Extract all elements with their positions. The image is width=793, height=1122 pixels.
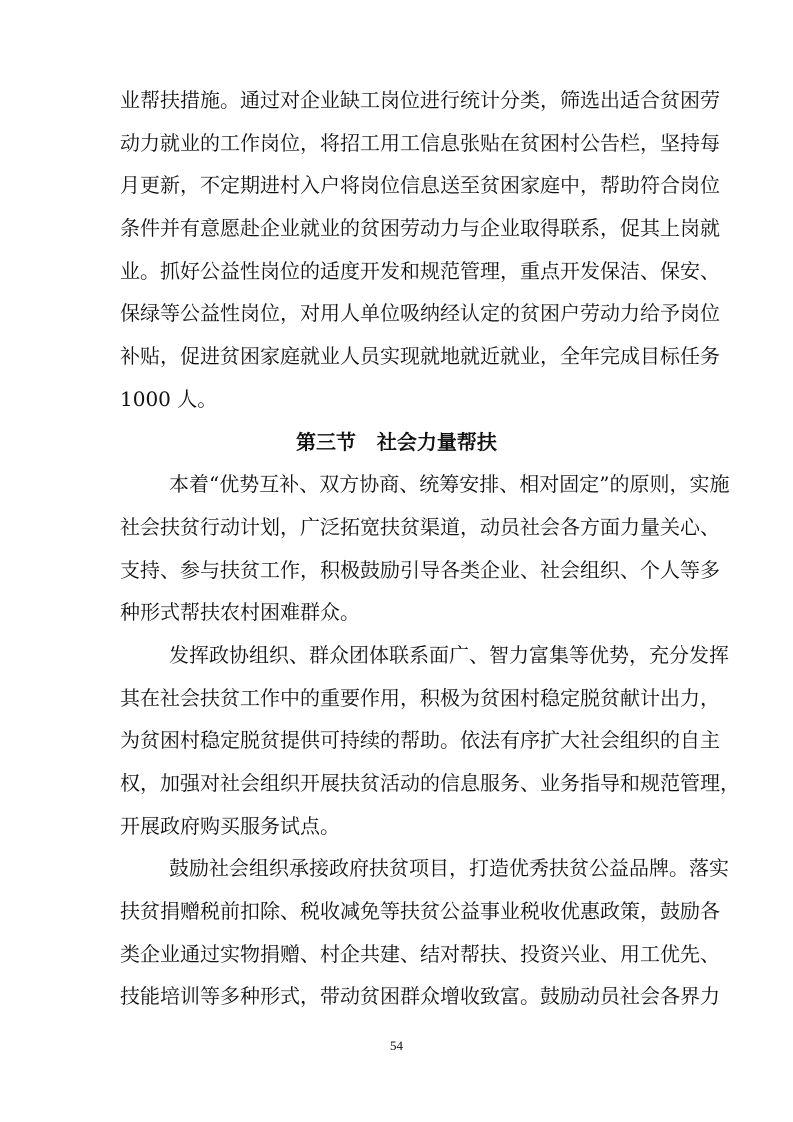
text-line: 鼓励社会组织承接政府扶贫项目，打造优秀扶贫公益品牌。落实 [169,856,729,881]
page-number: 54 [390,1038,403,1053]
text-line: 社会扶贫行动计划，广泛拓宽扶贫渠道，动员社会各方面力量关心、 [120,514,720,539]
text-line: 保绿等公益性岗位，对用人单位吸纳经认定的贫困户劳动力给予岗位 [120,301,720,326]
text-line: 扶贫捐赠税前扣除、税收减免等扶贫公益事业税收优惠政策，鼓励各 [120,899,720,924]
text-line: 为贫困村稳定脱贫提供可持续的帮助。依法有序扩大社会组织的自主 [120,728,720,753]
page-body [120,79,740,1018]
text-line: 月更新，不定期进村入户将岗位信息送至贫困家庭中，帮助符合岗位 [120,173,720,198]
text-line: 类企业通过实物捐赠、村企共建、结对帮扶、投资兴业、用工优先、 [120,941,720,966]
text-line: 其在社会扶贫工作中的重要作用，积极为贫困村稳定脱贫献计出力， [120,685,720,710]
text-line: 业帮扶措施。通过对企业缺工岗位进行统计分类，筛选出适合贫困劳 [120,88,720,112]
text-line: 开展政府购买服务试点。 [120,813,340,838]
text-line: 支持、参与扶贫工作，积极鼓励引导各类企业、社会组织、个人等多 [120,557,720,582]
text-line: 动力就业的工作岗位，将招工用工信息张贴在贫困村公告栏，坚持每 [120,130,720,155]
paragraph [120,847,729,1018]
text-line: 发挥政协组织、群众团体联系面广、智力富集等优势，充分发挥 [169,642,729,667]
section-heading: 第三节 社会力量帮扶 [296,429,497,454]
text-line: 1000 人。 [120,386,218,411]
text-line: 技能培训等多种形式，带动贫困群众增收致富。鼓励动员社会各界力 [120,984,720,1009]
text-line: 条件并有意愿赴企业就业的贫困劳动力与企业取得联系，促其上岗就 [120,216,720,241]
text-line: 业。抓好公益性岗位的适度开发和规范管理，重点开发保洁、保安、 [120,258,720,283]
continuation-paragraph [120,79,720,421]
text-line: 权，加强对社会组织开展扶贫活动的信息服务、业务指导和规范管理， [120,771,740,795]
paragraph [120,634,740,847]
paragraph [120,463,730,634]
text-line: 补贴，促进贫困家庭就业人员实现就地就近就业，全年完成目标任务 [120,344,720,369]
text-line: 种形式帮扶农村困难群众。 [120,600,360,625]
text-line: 本着“优势互补、双方协商、统筹安排、相对固定”的原则，实施 [169,472,730,497]
